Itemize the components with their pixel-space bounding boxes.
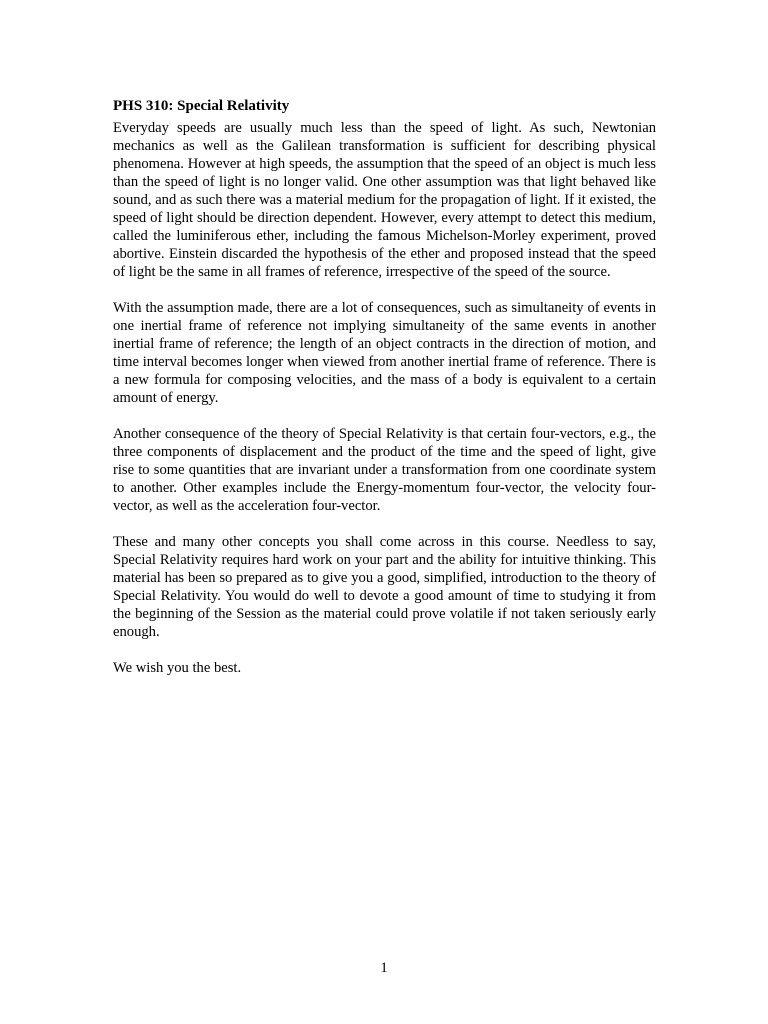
- paragraph-consequences: With the assumption made, there are a lot of consequences, such as simultaneity of events in one inertial frame of reference not implying simultaneity of the same events in another inertial frame of reference; the length of an object contracts in the direction of motion, and time interval becomes longer when viewed from another inertial frame of reference. There is a new formula for composing velocities, and the mass of a body is equivalent to a certain amount of energy.: [113, 300, 656, 406]
- paragraph-course-advice: These and many other concepts you shall come across in this course. Needless to say, Special Relativity requires hard work on your part and the ability for intuitive thinking. This material has been so prepared as to give you a good, simplified, introduction to the theory of Special Relativity. You would do well to devote a good amount of time to studying it from the beginning of the Session as the material could prove volatile if not taken seriously early enough.: [113, 534, 656, 640]
- paragraph-closing: We wish you the best.: [113, 660, 242, 676]
- page-number: 1: [380, 960, 388, 976]
- paragraph-four-vectors: Another consequence of the theory of Special Relativity is that certain four-vectors, e.g., the three components of displacement and the product of the time and the speed of light, give rise to some quantities that are invariant under a transformation from one coordinate system to another. Other examples include the Energy-momentum four-vector, the velocity four-vector, as well as the acceleration four-vector.: [113, 426, 656, 514]
- page-content: [113, 96, 656, 695]
- paragraph-introduction: Everyday speeds are usually much less than the speed of light. As such, Newtonian mechanics as well as the Galilean transformation is sufficient for describing physical phenomena. However at high speeds, the assumption that the speed of an object is much less than the speed of light is no longer valid. One other assumption was that light behaved like sound, and as such there was a material medium for the propagation of light. If it existed, the speed of light should be direction dependent. However, every attempt to detect this medium, called the luminiferous ether, including the famous Michelson-Morley experiment, proved abortive. Einstein discarded the hypothesis of the ether and proposed instead that the speed of light be the same in all frames of reference, irrespective of the speed of the source.: [113, 120, 656, 280]
- page-title: PHS 310: Special Relativity: [113, 98, 290, 114]
